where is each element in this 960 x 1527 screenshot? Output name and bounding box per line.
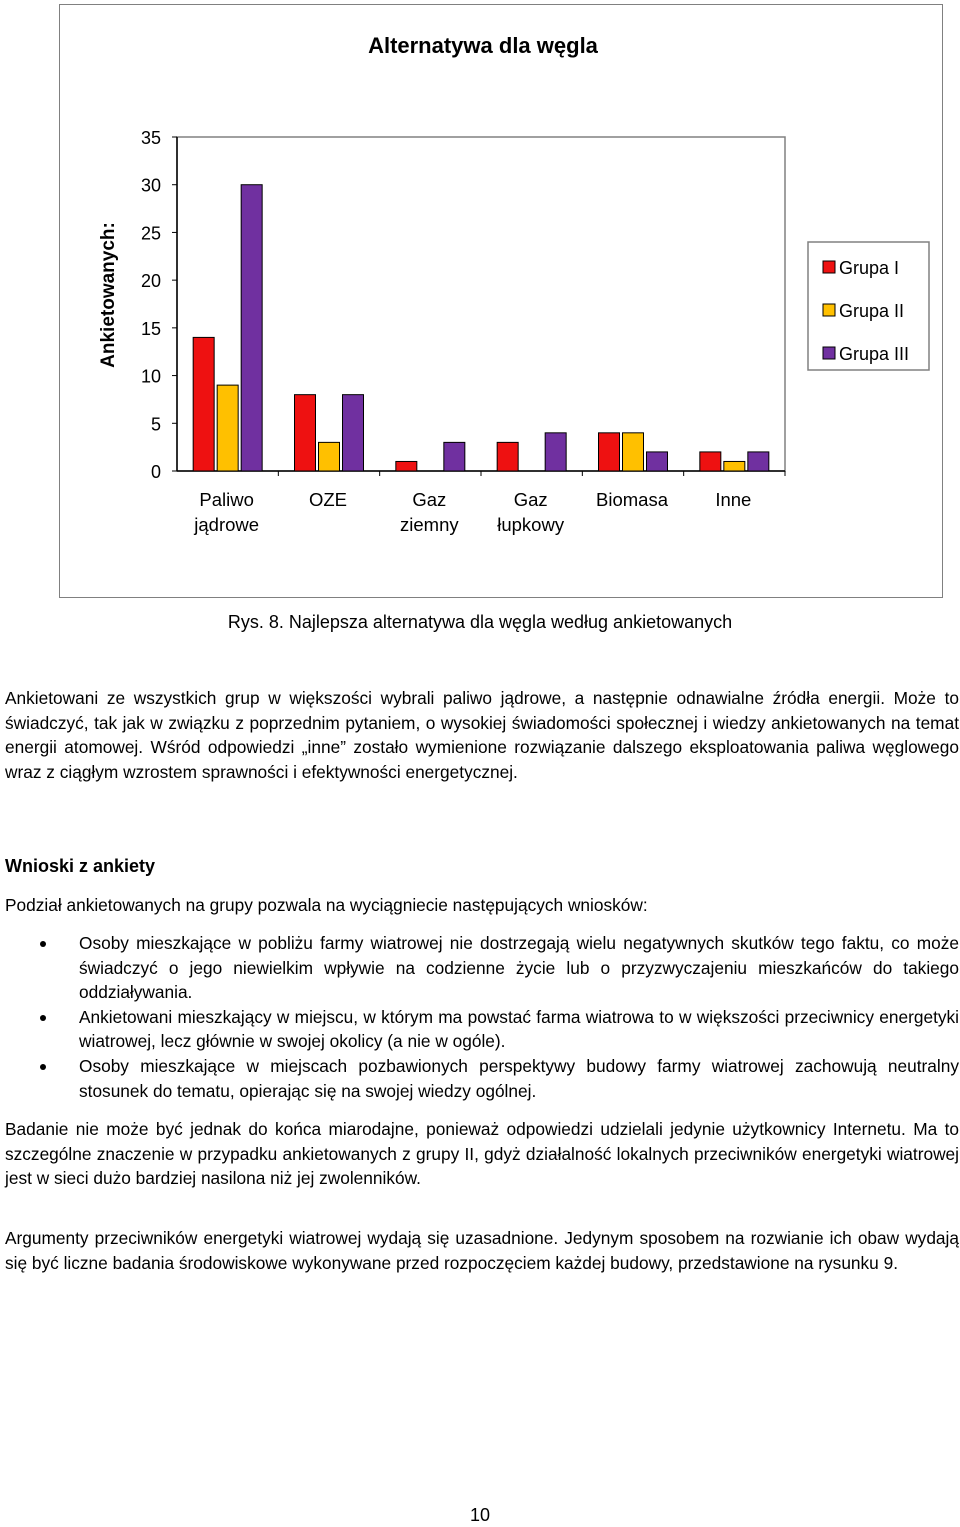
y-tick-label: 10 xyxy=(140,366,161,387)
plot-border xyxy=(177,137,785,471)
bar xyxy=(700,452,721,471)
legend-swatch xyxy=(823,347,835,359)
bullet-icon xyxy=(40,1015,46,1021)
x-tick-label: Gaz xyxy=(412,489,447,510)
list-item xyxy=(0,931,960,1005)
legend-swatch xyxy=(823,304,835,316)
chart-title: Alternatywa dla węgla xyxy=(368,33,598,58)
y-tick-label: 30 xyxy=(140,175,161,196)
bar xyxy=(623,433,644,471)
x-tick-label: Biomasa xyxy=(596,489,668,510)
paragraph-2: Badanie nie może być jednak do końca miarodajne, ponieważ odpowiedzi udzielali jedynie użytkownicy Internetu. Ma to szczególne znaczenie w przypadku ankietowanych z grupy II, gdyż działalność lokalnych przeciwników energetyki wiatrowej jest w sieci dużo bardziej nasilona niż jej zwolenników. xyxy=(5,1119,959,1189)
bar xyxy=(319,442,340,471)
bar-chart xyxy=(60,5,942,597)
y-tick-label: 20 xyxy=(140,271,161,292)
x-tick-label: ziemny xyxy=(400,514,459,535)
paragraph-1: Ankietowani ze wszystkich grup w większości wybrali paliwo jądrowe, a następnie odnawialne źródła energii. Może to świadczyć, tak jak w związku z poprzednim pytaniem, o wysokiej świadomości społecznej i wiedzy ankietowanych na temat energii atomowej. Wśród odpowiedzi „inne” zostało wymienione rozwiązanie dalszego eksploatowania paliwa węglowego wraz z ciągłym wzrostem sprawności i efektywności energetycznej. xyxy=(5,688,959,782)
bar xyxy=(647,452,668,471)
bar xyxy=(599,433,620,471)
bar xyxy=(748,452,769,471)
bar xyxy=(444,442,465,471)
legend-label: Grupa II xyxy=(839,301,905,321)
bar xyxy=(295,395,316,471)
page-number: 10 xyxy=(469,1505,491,1525)
y-tick-label: 25 xyxy=(140,223,161,244)
legend-label: Grupa III xyxy=(839,344,910,364)
bar xyxy=(396,461,417,471)
bullet-icon xyxy=(40,941,46,947)
list-item-text: Osoby mieszkające w miejscach pozbawionych perspektywy budowy farmy wiatrowej zachowują neutralny stosunek do tematu, opierając się na swojej wiedzy ogólnej. xyxy=(79,1055,959,1101)
list-item xyxy=(0,1054,960,1103)
bar xyxy=(724,461,745,471)
list-item xyxy=(0,1005,960,1054)
figure-caption: Rys. 8. Najlepsza alternatywa dla węgla według ankietowanych xyxy=(227,612,733,632)
y-tick-label: 15 xyxy=(140,318,161,339)
section-heading: Wnioski z ankiety xyxy=(5,856,156,876)
legend-swatch xyxy=(823,261,835,273)
x-tick-label: jądrowe xyxy=(194,514,260,535)
bar xyxy=(343,395,364,471)
bar xyxy=(545,433,566,471)
list-item-text: Ankietowani mieszkający w miejscu, w którym ma powstać farma wiatrowa to w większości przeciwnicy energetyki wiatrowej, lecz głównie w swojej okolicy (a nie w ogóle). xyxy=(79,1006,959,1052)
x-tick-label: OZE xyxy=(308,489,348,510)
conclusions-list xyxy=(0,931,960,1103)
plot-area xyxy=(141,128,785,535)
x-tick-label: łupkowy xyxy=(497,514,565,535)
bar xyxy=(217,385,238,471)
bar xyxy=(193,337,214,471)
chart-frame xyxy=(59,4,943,598)
x-tick-label: Gaz xyxy=(513,489,548,510)
intro-text: Podział ankietowanych na grupy pozwala na wyciągniecie następujących wniosków: xyxy=(5,895,648,915)
legend xyxy=(808,242,929,370)
y-tick-label: 5 xyxy=(150,414,161,435)
y-axis-label: Ankietowanych: xyxy=(98,222,119,368)
y-tick-label: 0 xyxy=(150,462,161,482)
paragraph-3: Argumenty przeciwników energetyki wiatrowej wydają się uzasadnione. Jedynym sposobem na rozwianie ich obaw wydają się być liczne badania środowiskowe wykonywane przed rozpoczęciem każdej budowy, przedstawione na rysunku 9. xyxy=(5,1228,959,1273)
bullet-icon xyxy=(40,1064,46,1070)
y-tick-label: 35 xyxy=(140,128,161,148)
x-tick-label: Paliwo xyxy=(199,489,254,510)
bar xyxy=(497,442,518,471)
bar xyxy=(241,185,262,471)
x-tick-label: Inne xyxy=(715,489,752,510)
legend-label: Grupa I xyxy=(839,258,900,278)
list-item-text: Osoby mieszkające w pobliżu farmy wiatrowej nie dostrzegają wielu negatywnych skutków tego faktu, co może świadczyć o jego niewielkim wpływie na codzienne życie lub o przyzwyczajeniu mieszkańców do takiego oddziaływania. xyxy=(79,933,959,1003)
